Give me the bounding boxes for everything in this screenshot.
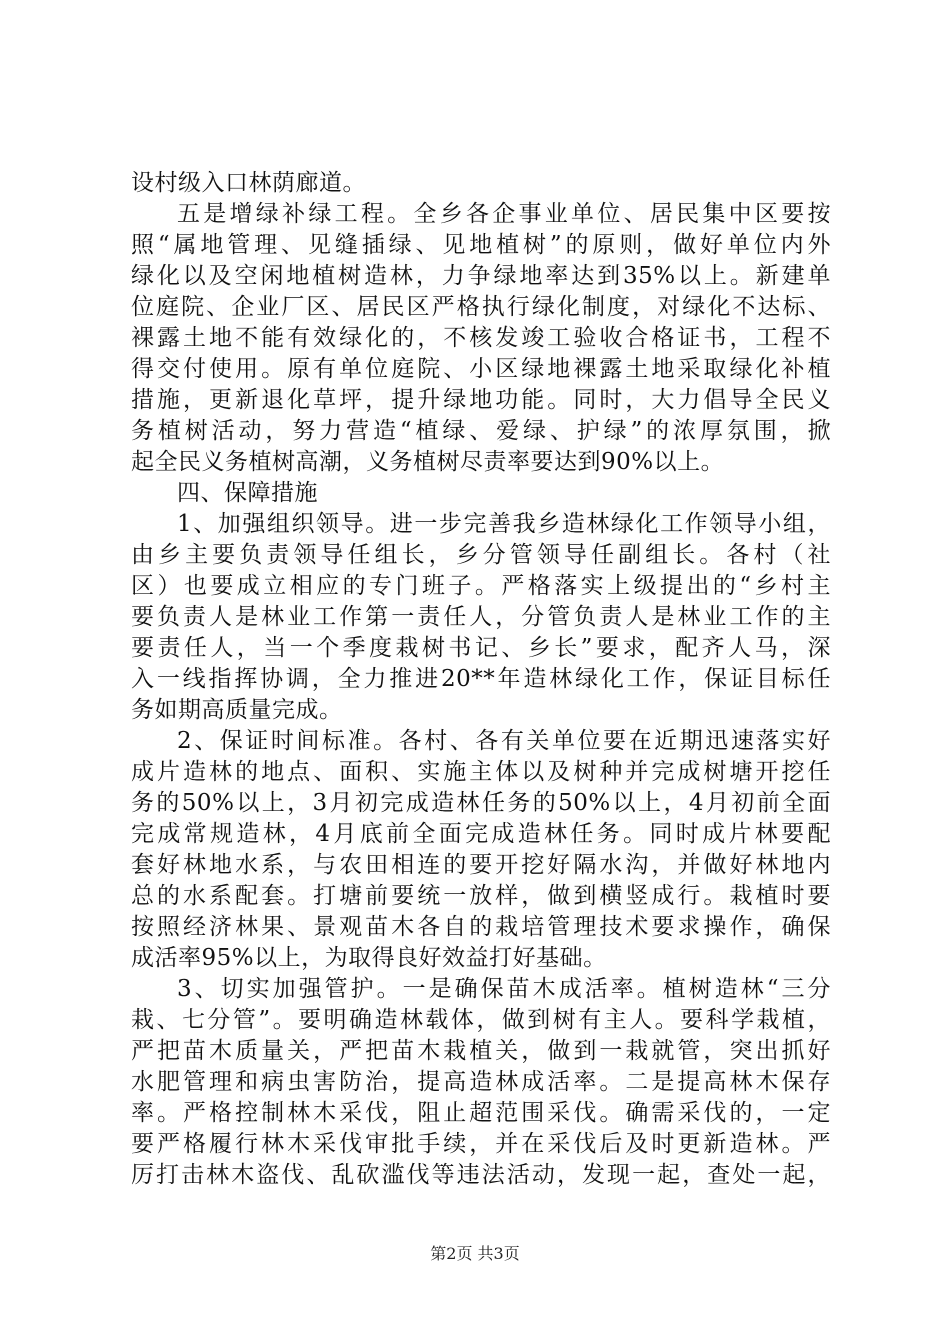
text-line: 务如期高质量完成。 [131, 697, 343, 723]
text-line: 严把苗木质量关，严把苗木栽植关，做到一栽就管，突出抓好 [131, 1038, 831, 1064]
text-line: 照“属地管理、见缝插绿、见地植树”的原则，做好单位内外 [131, 232, 831, 258]
text-line: 务植树活动，努力营造“植绿、爱绿、护绿”的浓厚氛围，掀 [131, 418, 831, 444]
text-line: 率。严格控制林木采伐，阻止超范围采伐。确需采伐的，一定 [131, 1100, 831, 1126]
text-line: 栽、七分管”。要明确造林载体，做到树有主人。要科学栽植， [131, 1007, 831, 1033]
text-line: 总的水系配套。打塘前要统一放样，做到横竖成行。栽植时要 [131, 883, 831, 909]
text-line: 裸露土地不能有效绿化的，不核发竣工验收合格证书，工程不 [131, 325, 831, 351]
text-line: 设村级入口林荫廊道。 [131, 170, 366, 196]
text-line: 套好林地水系，与农田相连的要开挖好隔水沟，并做好林地内 [131, 852, 831, 878]
text-line: 成片造林的地点、面积、实施主体以及树种并完成树塘开挖任 [131, 759, 831, 785]
text-line: 1、加强组织领导。进一步完善我乡造林绿化工作领导小组， [177, 511, 831, 537]
text-line: 绿化以及空闲地植树造林，力争绿地率达到35%以上。新建单 [131, 263, 831, 289]
text-line: 要严格履行林木采伐审批手续，并在采伐后及时更新造林。严 [131, 1131, 831, 1157]
text-line: 务的50%以上，3月初完成造林任务的50%以上，4月初前全面 [131, 790, 831, 816]
text-line: 水肥管理和病虫害防治，提高造林成活率。二是提高林木保存 [131, 1069, 831, 1095]
text-line: 按照经济林果、景观苗木各自的栽培管理技术要求操作，确保 [131, 914, 831, 940]
page-number-footer: 第2页 共3页 [430, 1244, 520, 1263]
text-line: 完成常规造林，4月底前全面完成造林任务。同时成片林要配 [131, 821, 831, 847]
text-line: 措施，更新退化草坪，提升绿地功能。同时，大力倡导全民义 [131, 387, 831, 413]
text-line: 入一线指挥协调，全力推进20**年造林绿化工作，保证目标任 [131, 666, 831, 692]
section-heading: 四、保障措施 [177, 480, 318, 506]
text-line: 得交付使用。原有单位庭院、小区绿地裸露土地采取绿化补植 [131, 356, 831, 382]
text-line: 位庭院、企业厂区、居民区严格执行绿化制度，对绿化不达标、 [131, 294, 831, 320]
text-line: 3、切实加强管护。一是确保苗木成活率。植树造林“三分 [177, 976, 831, 1002]
text-line: 成活率95%以上，为取得良好效益打好基础。 [131, 945, 607, 971]
document-body [131, 168, 831, 1191]
text-line: 由乡主要负责领导任组长，乡分管领导任副组长。各村（社 [131, 542, 831, 568]
text-line: 五是增绿补绿工程。全乡各企事业单位、居民集中区要按 [177, 201, 831, 227]
text-line: 厉打击林木盗伐、乱砍滥伐等违法活动，发现一起，查处一起， [131, 1162, 831, 1188]
text-line: 要责任人，当一个季度栽树书记、乡长”要求，配齐人马，深 [131, 635, 831, 661]
text-line: 2、保证时间标准。各村、各有关单位要在近期迅速落实好 [177, 728, 831, 754]
text-line: 要负责人是林业工作第一责任人，分管负责人是林业工作的主 [131, 604, 831, 630]
text-line: 起全民义务植树高潮，义务植树尽责率要达到90%以上。 [131, 449, 725, 475]
text-line: 区）也要成立相应的专门班子。严格落实上级提出的“乡村主 [131, 573, 831, 599]
